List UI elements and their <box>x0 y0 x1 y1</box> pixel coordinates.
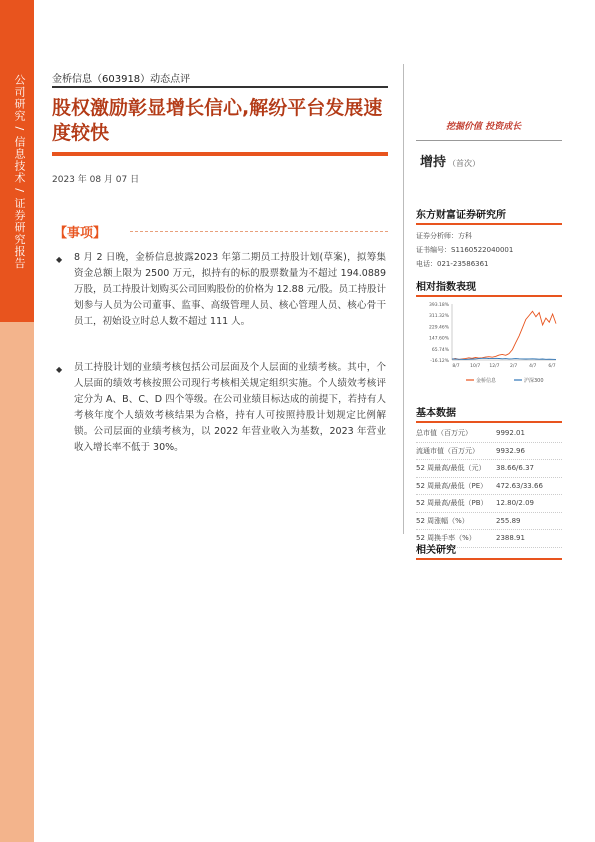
slogan: 挖掘价值 投资成长 <box>446 122 522 132</box>
basic-data <box>416 404 562 548</box>
event-text: 员工持股计划的业绩考核包括公司层面及个人层面的业绩考核。其中，个人层面的绩效考核按照公司现行考核相关规定组织实施。个人绩效考核评定分为 A、B、C、D 四个等级。在公司业绩目标达成的前提下，若持有人考核年度个人绩效考核结果为合格，持有人可按照持股计划规定比例解锁。公司层面的业绩考核为，以 2022 年营业收入为基数，2023 年营业收入增长率不低于 30%。 <box>74 362 386 453</box>
y-tick-label: -16.12% <box>430 359 449 364</box>
report-date: 2023 年 08 月 07 日 <box>52 175 140 185</box>
phone: 电话：021-23586361 <box>416 260 489 268</box>
event-text: 8 月 2 日晚，金桥信息披露2023 年第二期员工持股计划(草案)，拟筹集资金总额上限为 2500 万元，拟持有的标的股票数量为不超过 194.0889 万股，员工持股计划购买公司回购股份的价格为 12.88 元/股。员工持股计划参与人员为公司董事、监事、高级管理人员、核心管理人员、核心骨干员工，初始设立时总人数不超过 111 人。 <box>74 252 386 327</box>
data-value: 9932.96 <box>496 446 525 455</box>
x-tick-label: 8/7 <box>452 364 460 369</box>
data-row <box>416 443 562 461</box>
data-value: 9992.01 <box>496 429 525 437</box>
series-line <box>452 311 556 359</box>
data-key: 52 周最高/最低（PE） <box>416 481 488 490</box>
chart-section <box>416 278 562 297</box>
x-tick-label: 10/7 <box>470 364 481 369</box>
rating <box>420 151 480 170</box>
event-item <box>56 250 386 330</box>
data-key: 52 周最高/最低（PB） <box>416 499 488 507</box>
related-research <box>416 541 562 560</box>
y-tick-label: 147.60% <box>428 336 449 342</box>
data-value: 255.89 <box>496 516 521 525</box>
events-section-label <box>52 221 388 241</box>
x-tick-label: 6/7 <box>548 364 556 369</box>
event-item <box>56 360 386 456</box>
rating-label: 增持 <box>420 155 447 170</box>
data-value: 12.80/2.09 <box>496 499 534 507</box>
data-key: 流通市值（百万元） <box>416 446 479 455</box>
cert-number: 证书编号：S1160522040001 <box>416 246 514 254</box>
legend-label: 金桥信息 <box>476 378 497 384</box>
y-tick-label: 311.32% <box>428 314 449 320</box>
org-head: 东方财富证券研究所 <box>416 206 562 225</box>
x-tick-label: 2/7 <box>509 364 518 369</box>
research-org <box>416 206 562 271</box>
company-ticker: 金桥信息（603918）动态点评 <box>52 74 191 85</box>
data-key: 52 周最高/最低（元） <box>416 464 486 472</box>
rating-rule <box>416 140 562 141</box>
related-research-head: 相关研究 <box>416 541 562 560</box>
data-value: 38.66/6.37 <box>496 464 534 472</box>
relative-index-chart <box>416 296 562 386</box>
events-label-text: 【事项】 <box>54 226 107 241</box>
data-row <box>416 425 562 443</box>
data-key: 52 周涨幅（%） <box>416 516 469 525</box>
x-tick-label: 12/7 <box>489 364 500 369</box>
diamond-bullet-icon: ◆ <box>56 255 63 264</box>
rating-sub: （首次） <box>448 159 481 168</box>
y-tick-label: 393.18% <box>428 303 449 308</box>
data-row <box>416 495 562 513</box>
data-value: 2388.91 <box>496 534 525 542</box>
report-title: 股权激励彰显增长信心,解纷平台发展速度较快 <box>52 97 383 144</box>
diamond-bullet-icon: ◆ <box>56 365 63 374</box>
chart-section-head: 相对指数表现 <box>416 278 562 297</box>
y-tick-label: 65.74% <box>431 347 449 353</box>
y-tick-label: 229.46% <box>428 325 449 331</box>
data-row <box>416 478 562 496</box>
analyst: 证券分析师：方科 <box>416 232 472 240</box>
data-value: 472.63/33.66 <box>496 481 543 490</box>
events-label-divider <box>130 231 388 232</box>
title-rule <box>52 152 388 156</box>
data-key: 52 周换手率（%） <box>416 534 476 542</box>
x-tick-label: 4/7 <box>529 364 537 369</box>
side-band-lower <box>0 322 34 842</box>
data-key: 总市值（百万元） <box>416 429 472 437</box>
side-category-text: 公司研究 / 信息技术 / 证券研究报告 <box>13 74 26 270</box>
legend-label: 沪深300 <box>524 378 544 384</box>
data-row <box>416 460 562 478</box>
column-divider <box>403 64 404 534</box>
basic-data-head: 基本数据 <box>416 404 562 423</box>
data-row <box>416 513 562 531</box>
header-rule <box>52 86 388 88</box>
